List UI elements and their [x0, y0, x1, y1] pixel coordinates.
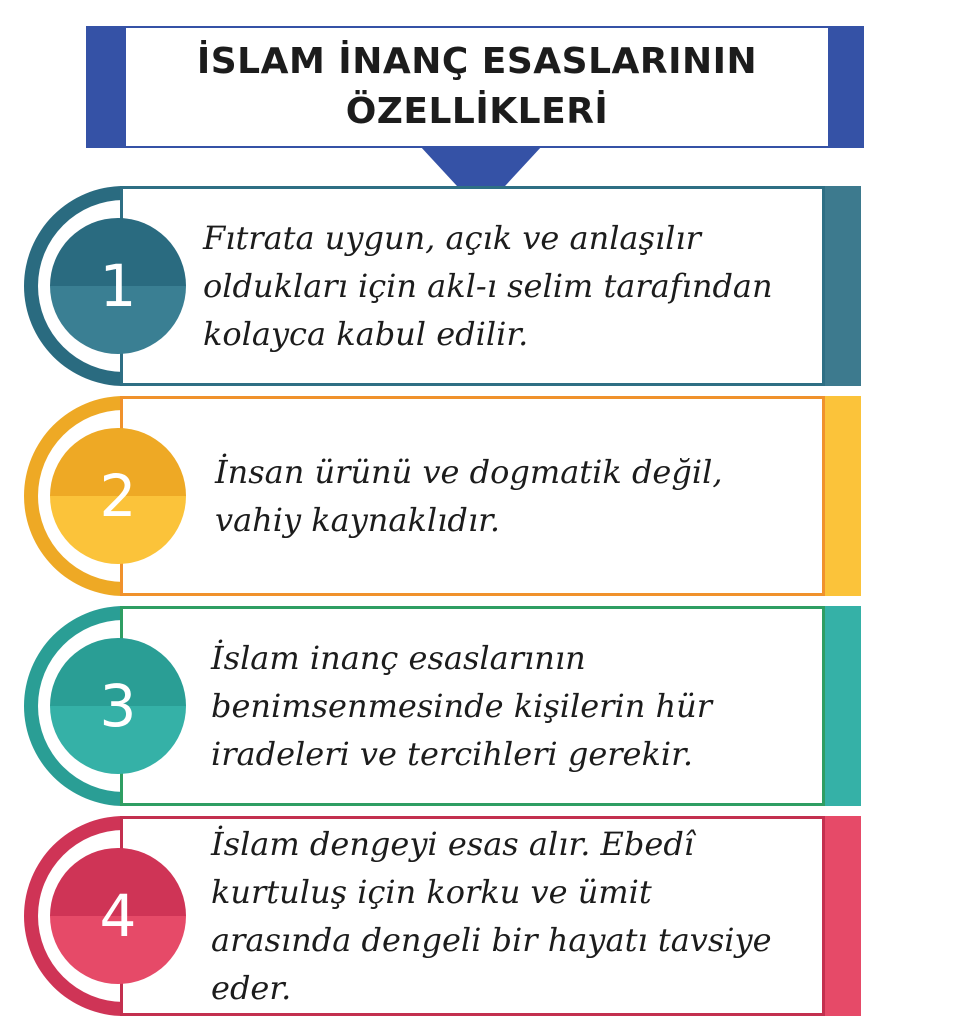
item-tab	[825, 186, 861, 386]
title-bar-right-accent	[828, 26, 864, 148]
item-card	[120, 606, 825, 806]
number-badge	[50, 638, 186, 774]
title-line-2: ÖZELLİKLERİ	[345, 91, 609, 132]
item-number: 3	[99, 672, 137, 740]
number-badge	[50, 428, 186, 564]
list-item-3	[0, 606, 966, 806]
item-number: 4	[99, 882, 137, 950]
page-title	[177, 37, 777, 137]
item-card	[120, 816, 825, 1016]
list-item-2	[0, 396, 966, 596]
title-line-1: İSLAM İNANÇ ESASLARININ	[196, 41, 758, 82]
item-text: İslam dengeyi esas alır. Ebedî kurtuluş için korku ve ümit arasında dengeli bir hayatı tavsiye eder.	[211, 825, 772, 1007]
title-box	[126, 26, 828, 148]
item-tab	[825, 396, 861, 596]
number-badge	[50, 848, 186, 984]
item-text: Fıtrata uygun, açık ve anlaşılır oldukları için akl-ı selim tarafından kolayca kabul edilir.	[203, 219, 773, 353]
item-card	[120, 186, 825, 386]
item-card	[120, 396, 825, 596]
item-text: İslam inanç esaslarının benimsenmesinde kişilerin hür iradeleri ve tercihleri gerekir.	[211, 639, 712, 773]
item-number: 1	[99, 252, 137, 320]
list-item-1	[0, 186, 966, 386]
item-text: İnsan ürünü ve dogmatik değil, vahiy kaynaklıdır.	[215, 453, 723, 539]
list-item-4	[0, 816, 966, 1016]
title-bar-left-accent	[86, 26, 126, 148]
item-number: 2	[99, 462, 137, 530]
number-badge	[50, 218, 186, 354]
item-tab	[825, 606, 861, 806]
item-tab	[825, 816, 861, 1016]
